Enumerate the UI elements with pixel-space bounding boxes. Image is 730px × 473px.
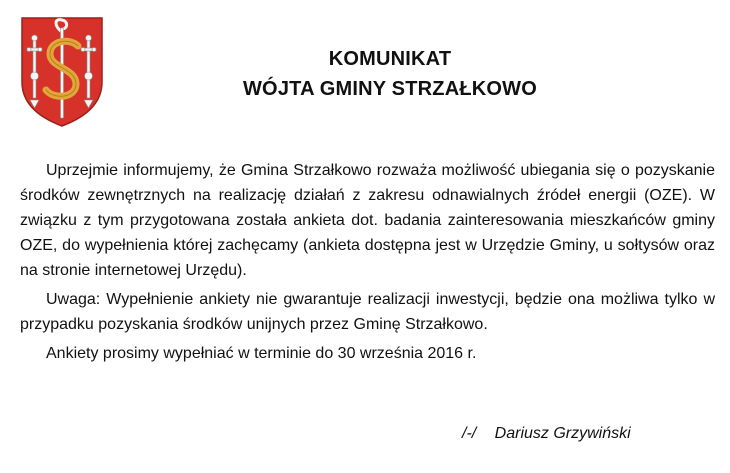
paragraph-note: Uwaga: Wypełnienie ankiety nie gwarantuje realizacji inwestycji, będzie ona możliwa tylko w przypadku pozyskania środków unijnych przez Gminę Strzałkowo. xyxy=(20,291,715,333)
signature-mark: /-/ xyxy=(462,425,477,442)
signatory-name: Dariusz Grzywiński xyxy=(494,425,631,442)
document-title-line1: KOMUNIKAT xyxy=(328,48,452,70)
paragraph-deadline: Ankiety prosimy wypełniać w terminie do 30 września 2016 r. xyxy=(46,345,477,362)
announcement-body xyxy=(20,158,715,370)
signature xyxy=(462,425,631,443)
document-title-line2: WÓJTA GMINY STRZAŁKOWO xyxy=(242,78,537,100)
coat-of-arms-icon xyxy=(20,16,104,128)
paragraph-intro: Uprzejmie informujemy, że Gmina Strzałkowo rozważa możliwość ubiegania się o pozyskanie środków zewnętrznych na realizację działań z zakresu odnawialnych źródeł energii (OZE). W związku z tym przygotowana została ankieta dot. badania zainteresowania mieszkańców gminy OZE, do wypełnienia której zachęcamy (ankieta dostępna jest w Urzędzie Gminy, u sołtysów oraz na stronie internetowej Urzędu). xyxy=(20,162,715,279)
